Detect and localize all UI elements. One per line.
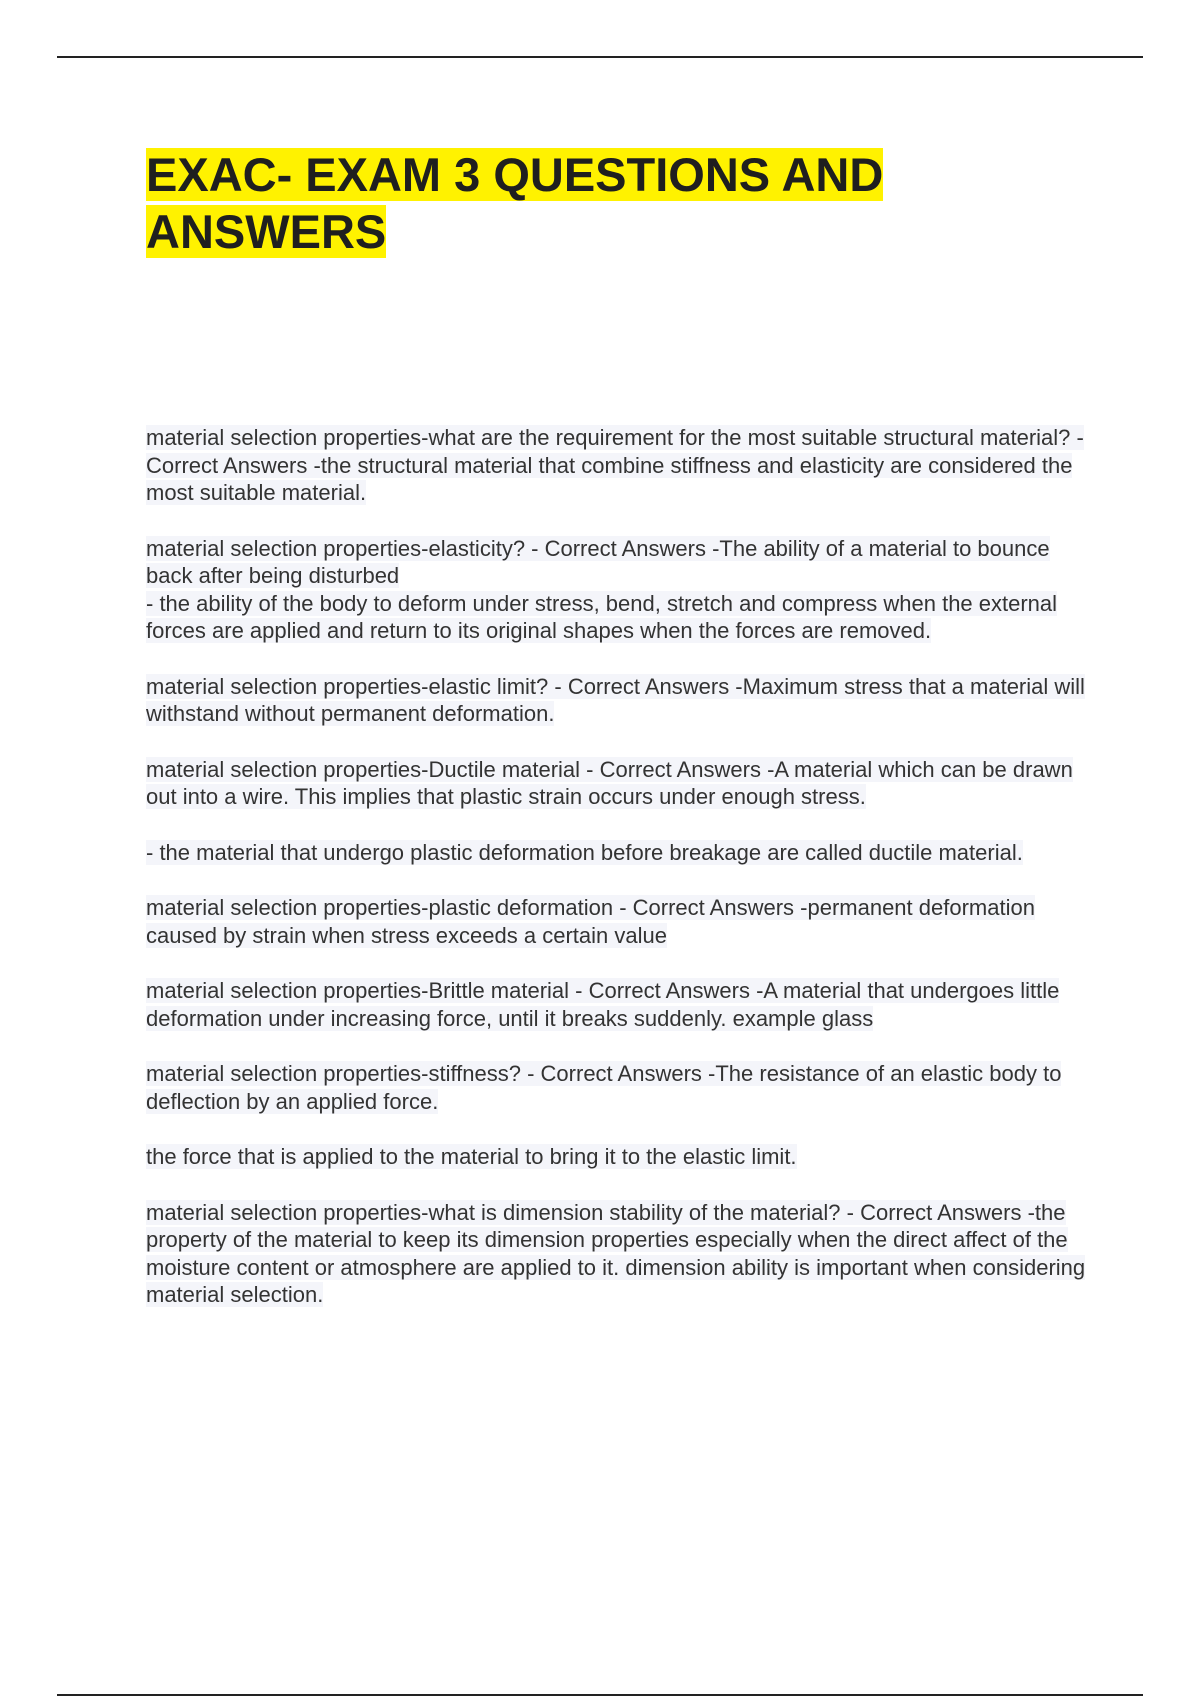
document-body	[146, 424, 1086, 1337]
paragraph-plastic-deformation: material selection properties-plastic deformation - Correct Answers -permanent deformation caused by strain when stress exceeds a certain value	[146, 895, 1035, 948]
paragraph-elasticity: material selection properties-elasticity? - Correct Answers -The ability of a material to bounce back after being disturbed - the ability of the body to deform under stress, bend, stretch and compress when the external forces are applied and return to its original shapes when the forces are removed.	[146, 535, 1058, 643]
document-title	[146, 146, 1066, 260]
paragraph-ductile-material: material selection properties-Ductile material - Correct Answers -A material which can be drawn out into a wire. This implies that plastic strain occurs under enough stress.	[146, 756, 1073, 809]
paragraph-stiffness-note: the force that is applied to the material to bring it to the elastic limit.	[146, 1144, 797, 1169]
paragraph-structural-material: material selection properties-what are the requirement for the most suitable structural material? - Correct Answers -the structural material that combine stiffness and elasticity are considered the most suitable material.	[146, 425, 1084, 505]
paragraph-dimension-stability: material selection properties-what is dimension stability of the material? - Correct Answers -the property of the material to keep its dimension properties especially when the direct affect of the moisture content or atmosphere are applied to it. dimension ability is important when considering material selection.	[146, 1199, 1086, 1307]
paragraph-brittle-material: material selection properties-Brittle material - Correct Answers -A material that undergoes little deformation under increasing force, until it breaks suddenly. example glass	[146, 978, 1060, 1031]
paragraph-stiffness: material selection properties-stiffness? - Correct Answers -The resistance of an elastic body to deflection by an applied force.	[146, 1061, 1062, 1114]
top-rule	[57, 56, 1143, 58]
paragraph-ductile-note: - the material that undergo plastic deformation before breakage are called ductile material.	[146, 839, 1023, 865]
paragraph-elasticity-continuation: - the ability of the body to deform under stress, bend, stretch and compress when the external forces are applied and return to its original shapes when the forces are removed.	[146, 590, 1058, 643]
title-highlight: EXAC- EXAM 3 QUESTIONS AND ANSWERS	[146, 148, 884, 258]
bottom-rule	[57, 1694, 1143, 1696]
paragraph-elastic-limit: material selection properties-elastic limit? - Correct Answers -Maximum stress that a material will withstand without permanent deformation.	[146, 673, 1085, 726]
